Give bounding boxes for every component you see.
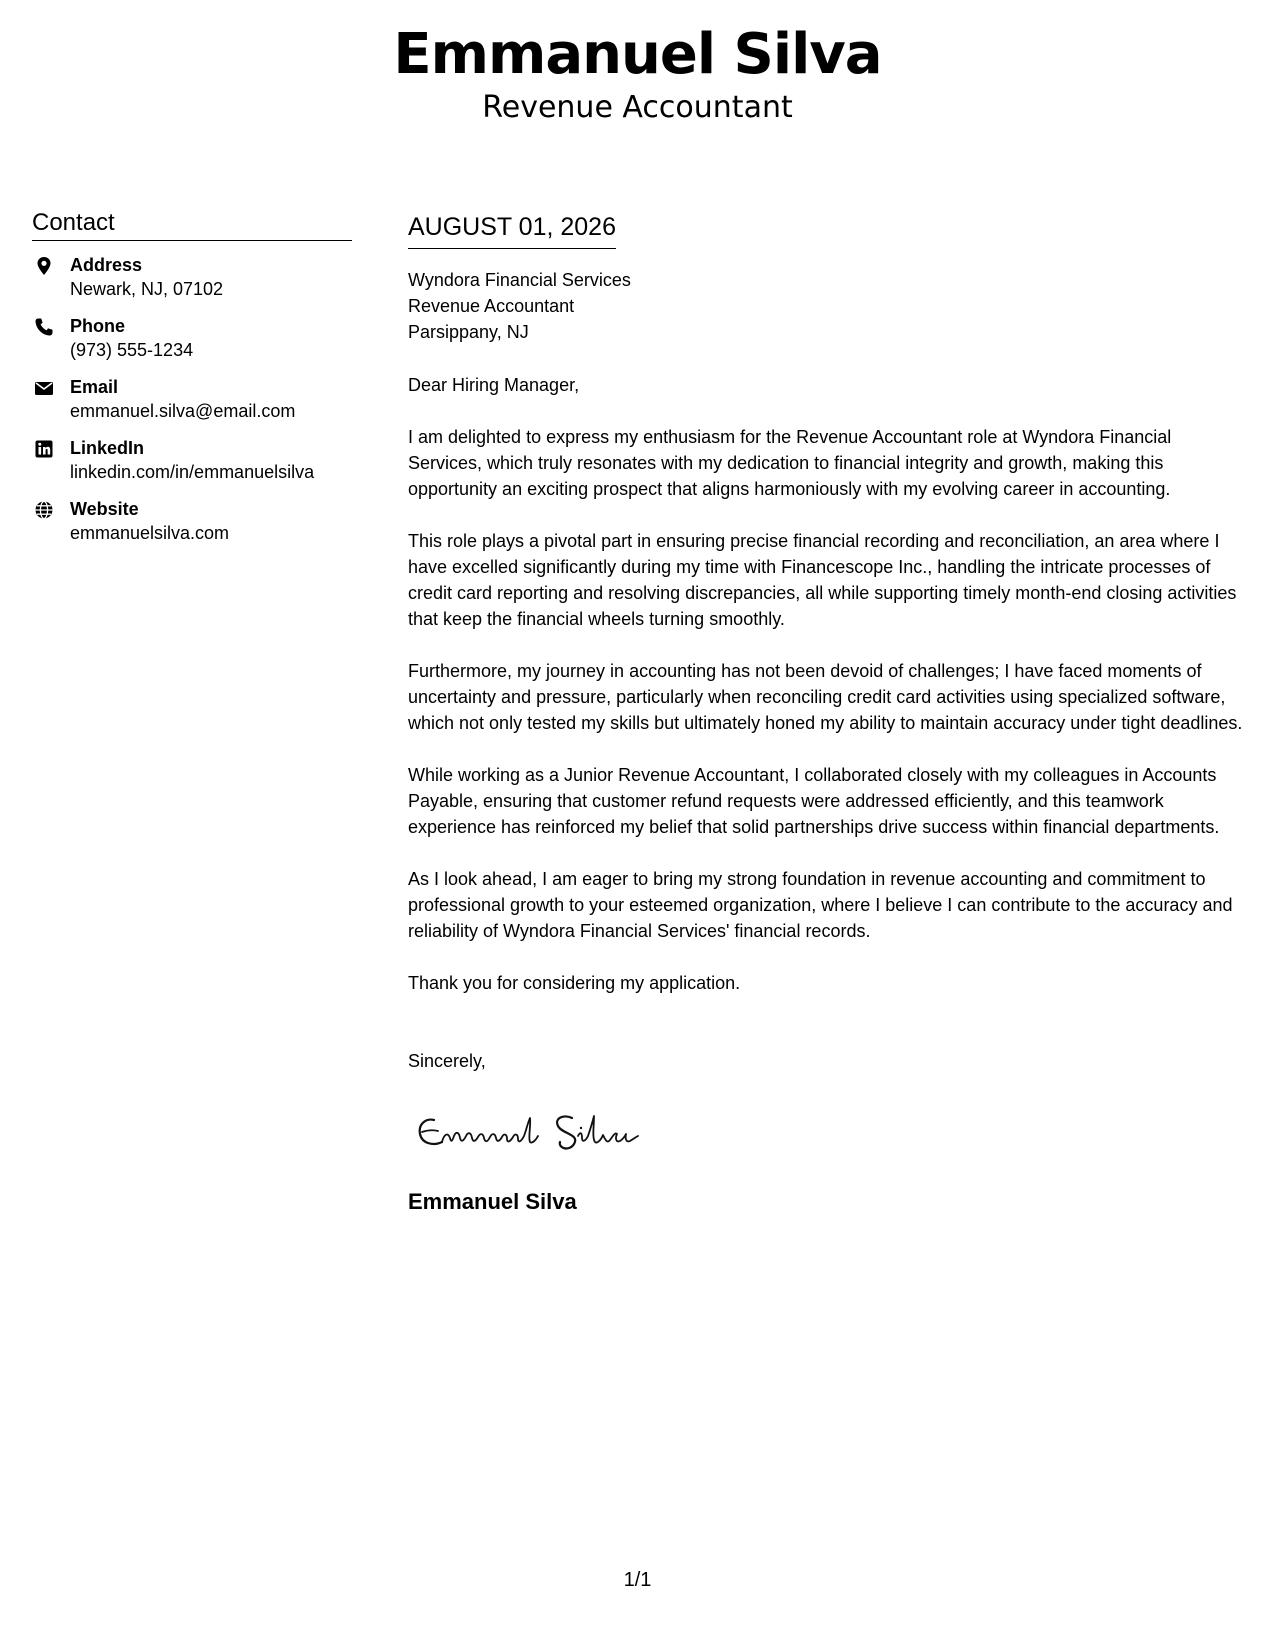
closing-thanks: Thank you for considering my application.	[408, 973, 741, 993]
salutation: Dear Hiring Manager,	[408, 375, 580, 395]
page-number: 1/1	[623, 1569, 652, 1591]
phone-label: Phone	[70, 316, 126, 336]
resume-header	[0, 20, 1275, 126]
email-label: Email	[70, 377, 119, 397]
website-value: emmanuelsilva.com	[70, 523, 230, 543]
address-value: Newark, NJ, 07102	[70, 279, 224, 299]
contact-sidebar	[32, 208, 352, 558]
recipient-position: Revenue Accountant	[408, 296, 575, 316]
letter-paragraph: I am delighted to express my enthusiasm for the Revenue Accountant role at Wyndora Financial Services, which truly resonates with my dedication to financial integrity and growth, making this opportunity an exciting prospect that aligns harmoniously with my evolving career in accounting.	[408, 427, 1172, 499]
signed-name: Emmanuel Silva	[408, 1189, 577, 1214]
website-label: Website	[70, 499, 139, 519]
letter-date: AUGUST 01, 2026	[408, 210, 616, 249]
phone-value: (973) 555-1234	[70, 340, 194, 360]
applicant-title: Revenue Accountant	[482, 90, 793, 125]
letter-paragraph: While working as a Junior Revenue Accountant, I collaborated closely with my colleagues in Accounts Payable, ensuring that customer refund requests were addressed efficiently, and this teamwork experience has reinforced my belief that solid partnerships drive success within financial departments.	[408, 765, 1220, 837]
email-value: emmanuel.silva@email.com	[70, 401, 296, 421]
contact-item-email	[32, 375, 352, 423]
linkedin-icon	[34, 439, 54, 459]
contact-heading: Contact	[32, 208, 352, 241]
globe-icon	[34, 500, 54, 520]
recipient-block	[408, 267, 1248, 345]
linkedin-value: linkedin.com/in/emmanuelsilva	[70, 462, 315, 482]
contact-item-address	[32, 253, 352, 301]
map-pin-icon	[34, 256, 54, 276]
recipient-company: Wyndora Financial Services	[408, 270, 631, 290]
phone-icon	[34, 317, 54, 337]
letter-paragraph: As I look ahead, I am eager to bring my strong foundation in revenue accounting and commitment to professional growth to your esteemed organization, where I believe I can contribute to the accuracy and reliability of Wyndora Financial Services' financial records.	[408, 869, 1233, 941]
address-label: Address	[70, 255, 143, 275]
contact-item-website	[32, 497, 352, 545]
recipient-location: Parsippany, NJ	[408, 322, 529, 342]
handwritten-signature	[412, 1104, 672, 1160]
envelope-icon	[34, 378, 54, 398]
cover-letter-body	[408, 210, 1248, 1217]
signoff: Sincerely,	[408, 1051, 486, 1071]
linkedin-label: LinkedIn	[70, 438, 145, 458]
letter-paragraph: Furthermore, my journey in accounting has not been devoid of challenges; I have faced moments of uncertainty and pressure, particularly when reconciling credit card activities using specialized software, which not only tested my skills but ultimately honed my ability to maintain accuracy under tight deadlines.	[408, 661, 1243, 733]
contact-item-phone	[32, 314, 352, 362]
letter-paragraph: This role plays a pivotal part in ensuring precise financial recording and reconciliation, an area where I have excelled significantly during my time with Financescope Inc., handling the intricate processes of credit card reporting and resolving discrepancies, all while supporting timely month-end closing activities that keep the financial wheels turning smoothly.	[408, 531, 1237, 629]
contact-item-linkedin	[32, 436, 352, 484]
applicant-name: Emmanuel Silva	[393, 22, 882, 87]
